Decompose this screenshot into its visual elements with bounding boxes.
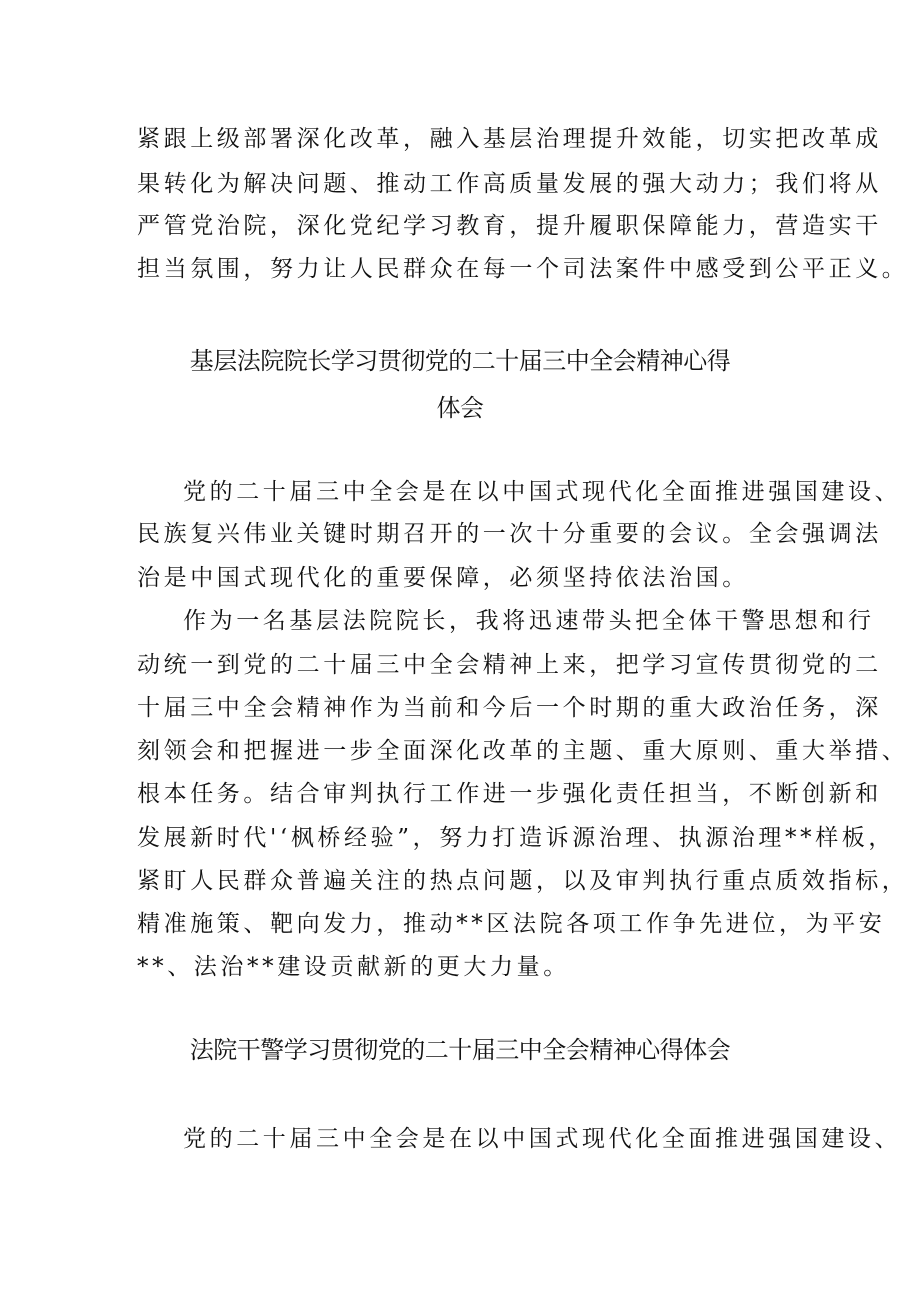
paragraph-line: 发展新时代'‘枫桥经验”，努力打造诉源治理、执源治理**样板， [137, 825, 895, 851]
paragraph-line: 治是中国式现代化的重要保障，必须坚持依法治国。 [137, 565, 749, 591]
paragraph-line: 民族复兴伟业关键时期召开的一次十分重要的会议。全会强调法 [137, 521, 882, 547]
section-title: 基层法院院长学习贯彻党的二十届三中全会精神心得 [189, 347, 731, 375]
paragraph-line: 担当氛围，努力让人民群众在每一个司法案件中感受到公平正义。 [137, 256, 909, 282]
paragraph-line: 党的二十届三中全会是在以中国式现代化全面推进强国建设、 [183, 479, 902, 505]
paragraph-line: 刻领会和把握进一步全面深化改革的主题、重大原则、重大举措、 [137, 738, 909, 764]
paragraph-line: **、法治**建设贡献新的更大力量。 [137, 954, 570, 980]
paragraph-line: 根本任务。结合审判执行工作进一步强化责任担当，不断创新和 [137, 781, 882, 807]
paragraph-line: 紧盯人民群众普遍关注的热点问题，以及审判执行重点质效指标， [137, 868, 909, 894]
section-title-continued: 体会 [436, 394, 484, 422]
paragraph-line: 党的二十届三中全会是在以中国式现代化全面推进强国建设、 [183, 1126, 902, 1152]
paragraph-line: 精准施策、靶向发力，推动**区法院各项工作争先进位，为平安 [137, 911, 886, 937]
paragraph-line: 十届三中全会精神作为当前和今后一个时期的重大政治任务，深 [137, 695, 882, 721]
paragraph-line: 严管党治院，深化党纪学习教育，提升履职保障能力，营造实干 [137, 213, 882, 239]
paragraph-line: 作为一名基层法院院长，我将迅速带头把全体干警思想和行 [183, 608, 875, 634]
paragraph-line: 动统一到党的二十届三中全会精神上来，把学习宣传贯彻党的二 [137, 652, 882, 678]
paragraph-line: 果转化为解决问题、推动工作高质量发展的强大动力；我们将从 [137, 171, 882, 197]
section-title: 法院干警学习贯彻党的二十届三中全会精神心得体会 [189, 1036, 731, 1064]
paragraph-line: 紧跟上级部署深化改革，融入基层治理提升效能，切实把改革成 [137, 126, 882, 152]
